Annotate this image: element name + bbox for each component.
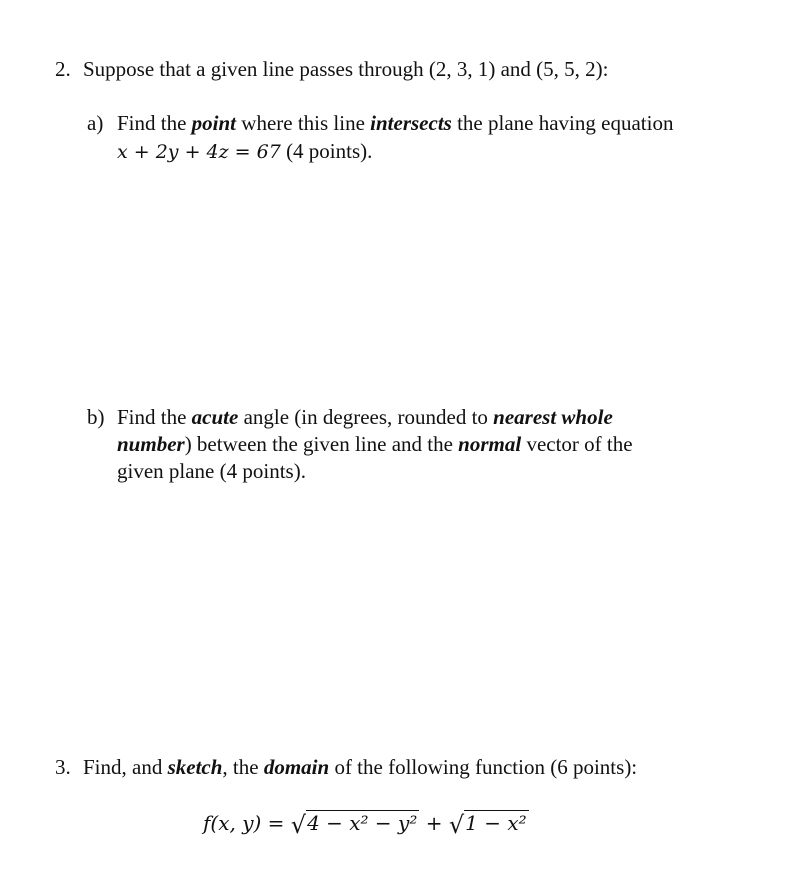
text-span: of the following function (6 points): [329, 755, 638, 779]
text-span: vector of the [521, 432, 633, 456]
text-span: Find the [117, 405, 192, 429]
text-span: the plane having equation [451, 111, 674, 135]
part-label: a) [87, 111, 104, 135]
question-2-text: Suppose that a given line passes through (2, 3, 1) and (5, 5, 2): [83, 57, 609, 81]
square-root-1 [291, 808, 420, 840]
question-number: 2. [55, 57, 71, 81]
part-b-line-2 [117, 431, 633, 457]
emphasis-normal: normal [458, 432, 522, 456]
square-root-2 [449, 808, 529, 840]
emphasis-intersects: intersects [370, 111, 452, 135]
radicand-1: 4 − x² − y² [307, 811, 418, 835]
plane-equation: x + 2y + 4z = 67 [117, 141, 281, 163]
question-number: 3. [55, 755, 71, 779]
emphasis-nearest-whole: nearest whole [493, 405, 613, 429]
plus-sign: + [419, 811, 449, 835]
points-text: (4 points). [280, 139, 373, 163]
emphasis-number: number [117, 432, 185, 456]
emphasis-sketch: sketch [167, 755, 223, 779]
emphasis-point: point [191, 111, 237, 135]
part-a-line-2 [117, 138, 372, 165]
text-span: ) between the given line and the [184, 432, 459, 456]
radical-sign: √ [290, 811, 307, 839]
emphasis-domain: domain [263, 755, 330, 779]
text-span: angle (in degrees, rounded to [238, 405, 494, 429]
text-span: , the [222, 755, 264, 779]
part-b-line-3 [117, 458, 306, 484]
text-span: Find the [117, 111, 192, 135]
text-span: given plane (4 points). [117, 459, 306, 483]
text-span: where this line [236, 111, 371, 135]
function-lhs: f(x, y) = [203, 811, 291, 835]
text-span: Find, and [83, 755, 168, 779]
question-2-heading [55, 56, 609, 82]
radical-sign: √ [448, 811, 465, 839]
function-formula [203, 808, 529, 840]
radicand-2: 1 − x² [465, 811, 527, 835]
part-a-line-1 [87, 110, 673, 136]
part-b-line-1 [87, 404, 613, 430]
question-3-heading [55, 754, 637, 780]
emphasis-acute: acute [191, 405, 239, 429]
part-label: b) [87, 405, 105, 429]
